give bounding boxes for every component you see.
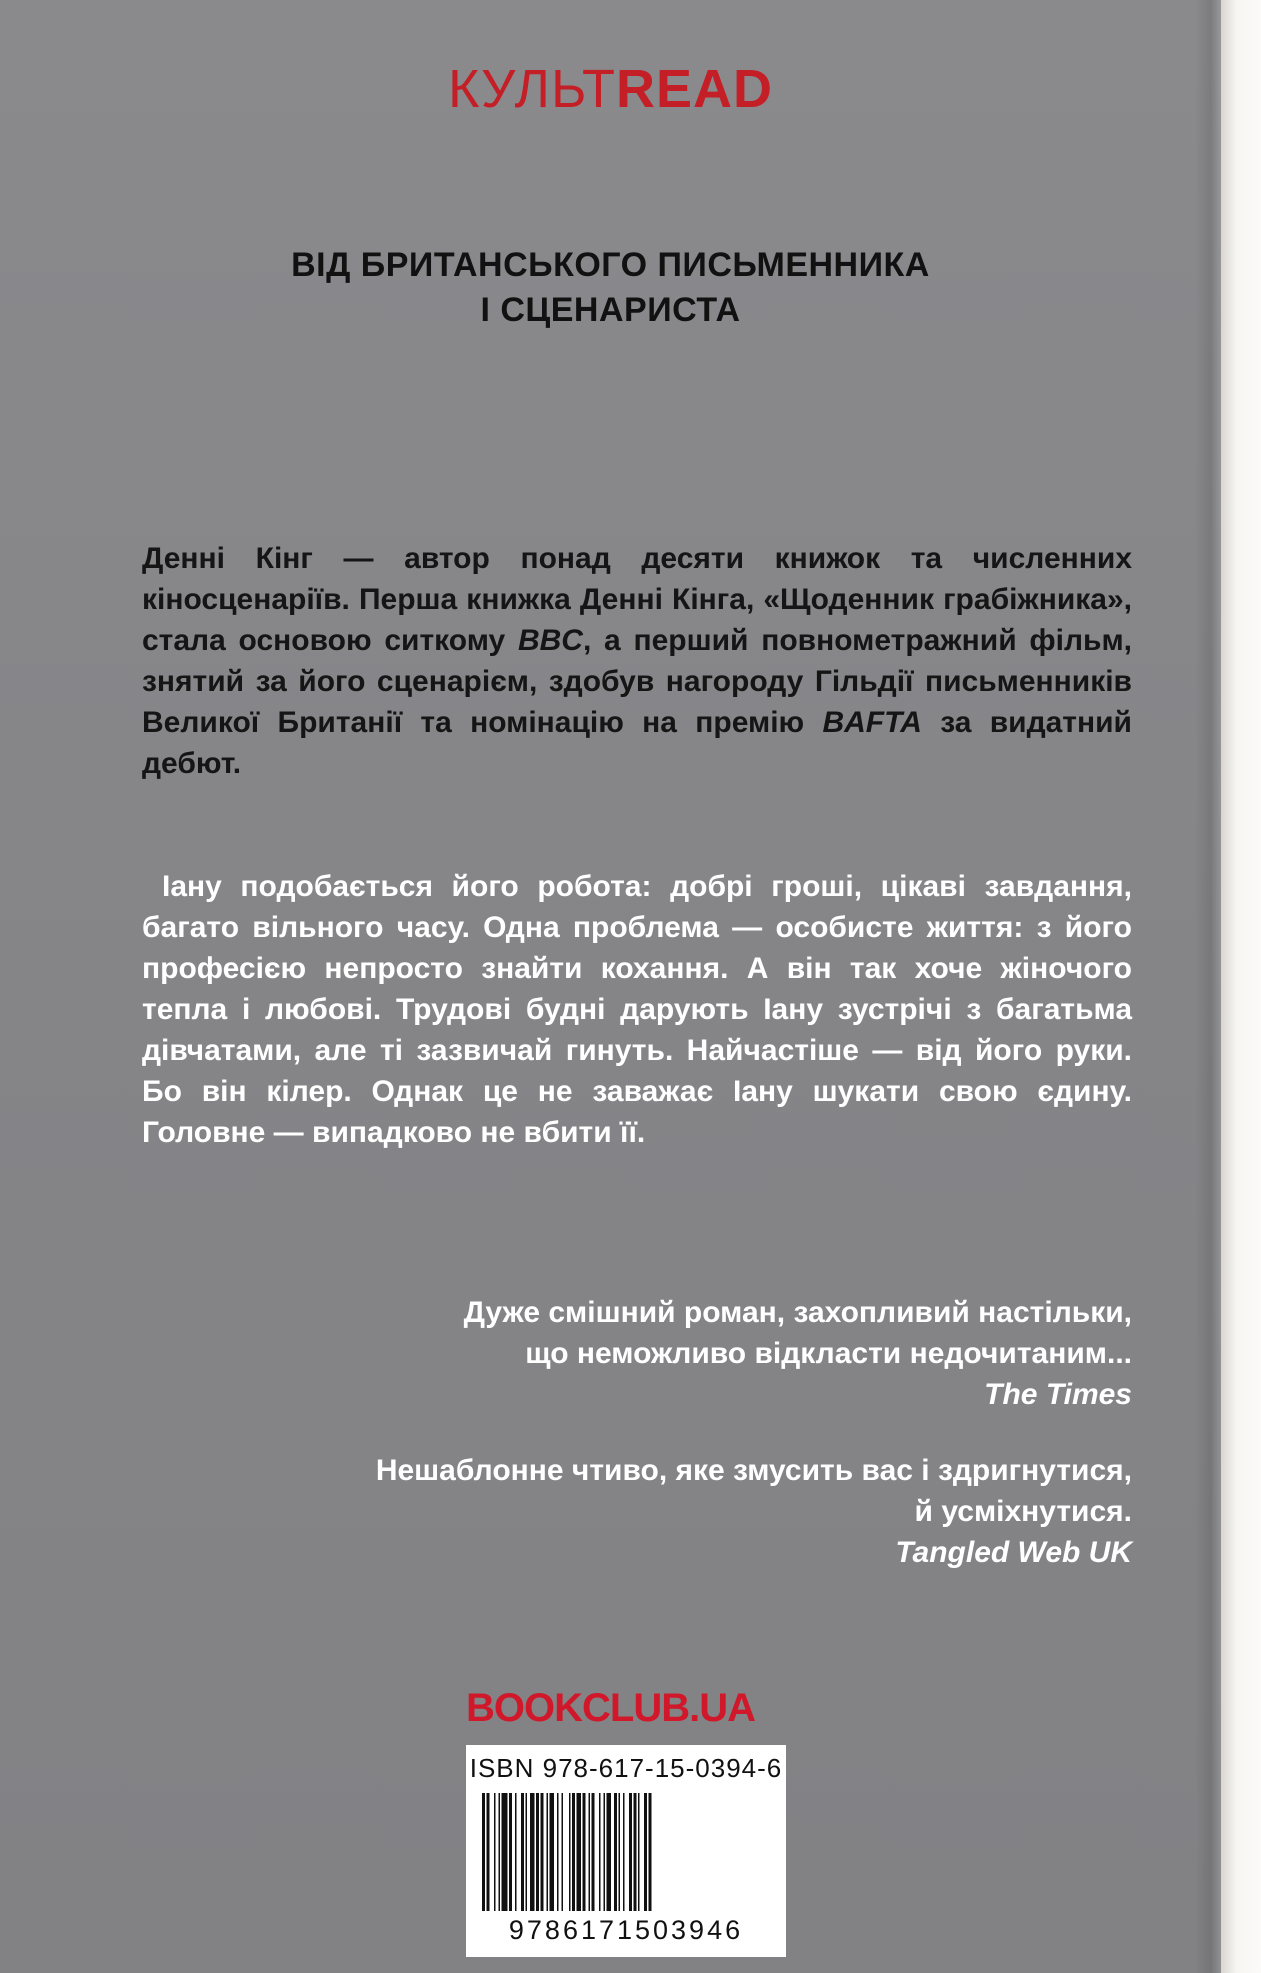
about-author-text-2: , а перший повнометражний фільм, знятий за його сценарієм, здобув нагороду Гільдії письменників Великої Британії та номінацію на премію — [142, 624, 1132, 739]
synopsis-paragraph: Іану подобається його робота: добрі гроші, цікаві завдання, багато вільного часу. Одна проблема — особисте життя: з його професією непросто знайти кохання. А він так хоче жіночого тепла і любові. Трудові будні дарують Іану зустрічі з багатьма дівчатами, але ті зазвичай гинуть. Найчастіше — від його руки. Бо він кілер. Однак це не заважає Іану шукати свою єдину. Головне — випадково не вбити її. — [142, 870, 1132, 1149]
headline-line-2: І СЦЕНАРИСТА — [480, 291, 741, 329]
review-quote-1-line-1: Дуже смішний роман, захопливий настільки, — [463, 1296, 1132, 1329]
barcode-bar — [562, 1793, 564, 1911]
barcode-bar — [530, 1793, 535, 1911]
barcode-bar — [623, 1793, 625, 1911]
review-quote-1-line-2: що неможливо відкласти недочитаним... — [525, 1337, 1132, 1370]
barcode-bar — [557, 1793, 559, 1911]
barcode-bar — [509, 1793, 512, 1911]
about-author-text-1: Денні Кінг — автор понад десяти книжок та численних кіносценаріїв. Перша книжка Денні Кінга, «Щоденник грабіжника», стала основою ситкому — [142, 542, 1132, 657]
barcode-bar — [604, 1793, 606, 1911]
barcode-bar — [583, 1793, 586, 1911]
series-logo-part1: КУЛЬТ — [447, 59, 616, 119]
headline-line-1: ВІД БРИТАНСЬКОГО ПИСЬМЕННИКА — [291, 246, 930, 284]
barcode-bar — [547, 1793, 549, 1911]
about-author-bbc: BBC — [517, 624, 583, 657]
barcode-bars — [482, 1793, 770, 1921]
barcode-bar — [521, 1793, 524, 1911]
review-quote-2-line-2: й усміхнутися. — [914, 1495, 1132, 1528]
barcode-bar — [638, 1793, 640, 1911]
barcode-bar — [599, 1793, 601, 1911]
barcode-bar — [536, 1793, 539, 1911]
barcode-bar — [502, 1793, 508, 1911]
barcode-bar — [592, 1793, 595, 1911]
barcode-bar — [577, 1793, 582, 1911]
barcode-bar — [649, 1793, 652, 1911]
review-quote-1 — [232, 1292, 1132, 1415]
barcode-bar — [619, 1793, 621, 1911]
about-author-text-3: за видатний дебют. — [142, 706, 1132, 780]
about-author-paragraph — [142, 538, 1132, 784]
barcode-bar — [494, 1793, 496, 1911]
barcode-bar — [487, 1793, 490, 1911]
barcode-bar — [634, 1793, 637, 1911]
barcode-bar — [589, 1793, 591, 1911]
review-quote-2 — [232, 1450, 1132, 1573]
barcode-bar — [572, 1793, 575, 1911]
headline — [0, 243, 1221, 333]
isbn-barcode — [466, 1745, 786, 1957]
barcode-bar — [614, 1793, 617, 1911]
page-block-edge — [1221, 0, 1261, 1973]
review-quote-2-source: Tangled Web UK — [895, 1536, 1132, 1569]
series-logo-part2: READ — [616, 59, 774, 119]
barcode-bar — [499, 1793, 501, 1911]
review-quote-2-line-1: Нешаблонне чтиво, яке змусить вас і здригнутися, — [375, 1454, 1132, 1487]
barcode-bar — [541, 1793, 544, 1911]
barcode-bar — [550, 1793, 555, 1911]
series-logo — [0, 58, 1221, 120]
review-quote-1-source: The Times — [984, 1378, 1132, 1411]
barcode-bar — [644, 1793, 647, 1911]
barcode-bar — [607, 1793, 612, 1911]
barcode-bar — [526, 1793, 528, 1911]
barcode-bar — [569, 1793, 571, 1911]
barcode-bar — [482, 1793, 485, 1911]
barcode-bar — [515, 1793, 517, 1911]
barcode-digits: 9786171503946 — [508, 1915, 744, 1945]
publisher-logo: BOOKCLUB.UA — [466, 1686, 755, 1730]
about-author-bafta: BAFTA — [822, 706, 922, 739]
barcode-bar — [629, 1793, 632, 1911]
isbn-label: ISBN 978-617-15-0394-6 — [469, 1753, 783, 1783]
